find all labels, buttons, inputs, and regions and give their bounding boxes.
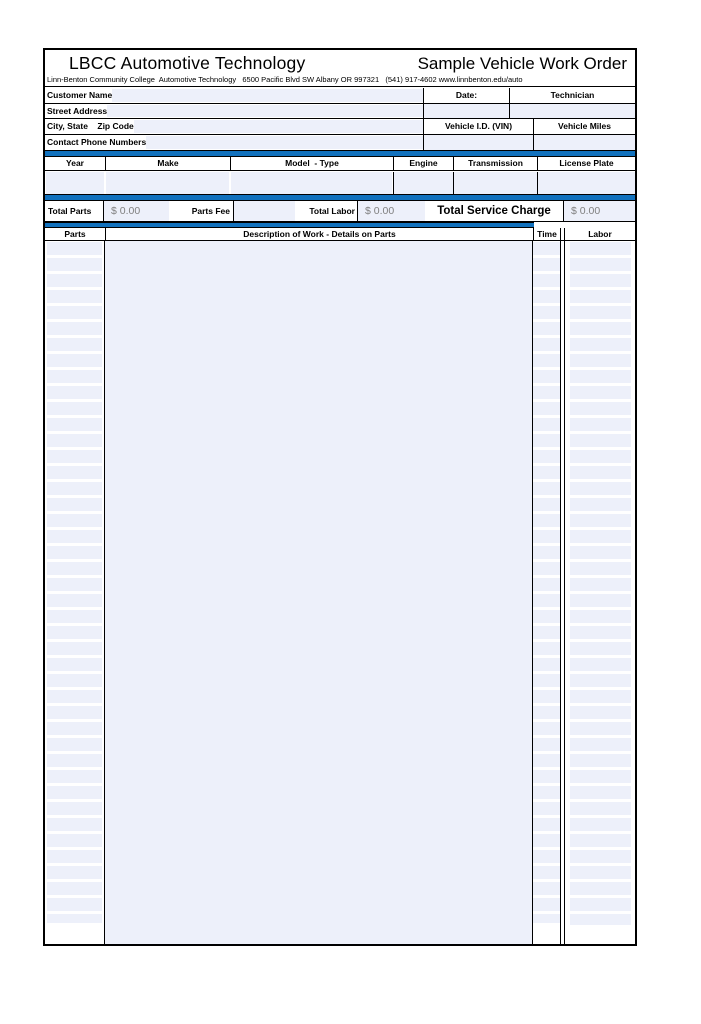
totals-row (45, 201, 635, 222)
street-address-field[interactable] (107, 105, 423, 118)
vin-header: Vehicle I.D. (VIN) (423, 119, 533, 135)
total-labor-label: Total Labor (309, 206, 355, 216)
parts-fee-field[interactable] (233, 201, 295, 221)
make-header: Make (105, 157, 230, 170)
description-entry-area[interactable] (105, 241, 533, 944)
customer-name-field[interactable] (112, 89, 423, 102)
city-state-zip-label: City, State Zip Code (45, 119, 134, 134)
time-entry-column[interactable] (533, 241, 561, 944)
model-type-field[interactable] (231, 172, 392, 194)
parts-column-header: Parts (45, 228, 105, 240)
labor-column-header: Labor (564, 228, 635, 240)
divider-bar (45, 194, 635, 201)
total-parts-value: $ 0.00 (103, 201, 169, 221)
document-title: Sample Vehicle Work Order (417, 54, 627, 73)
year-header: Year (66, 158, 84, 168)
date-field[interactable] (423, 104, 509, 120)
street-address-label: Street Address (45, 104, 107, 119)
time-entry-rows[interactable] (533, 242, 560, 923)
customer-name-label: Customer Name (45, 88, 112, 103)
total-labor-value: $ 0.00 (357, 201, 425, 221)
divider-bar (45, 150, 635, 157)
labor-entry-column[interactable] (564, 241, 635, 944)
parts-entry-column[interactable] (45, 241, 105, 944)
contact-phone-row (45, 135, 423, 151)
transmission-field[interactable] (453, 172, 537, 194)
license-plate-field[interactable] (537, 172, 635, 194)
city-state-zip-row (45, 119, 423, 135)
city-state-zip-field[interactable] (134, 120, 423, 133)
customer-name-row (45, 88, 423, 104)
organization-subtitle: Linn-Benton Community College Automotive Technology 6500 Pacific Blvd SW Albany OR 997321 (541) 917-4602 www.linnbenton.edu/auto (47, 75, 523, 84)
technician-header: Technician (509, 88, 635, 104)
vehicle-miles-header: Vehicle Miles (533, 119, 635, 135)
work-table-body (45, 241, 635, 944)
year-field[interactable] (46, 172, 104, 194)
vin-field[interactable] (423, 135, 533, 151)
parts-fee-label: Parts Fee (191, 206, 230, 216)
labor-entry-rows[interactable] (570, 242, 631, 925)
time-column-header: Time (533, 228, 561, 240)
work-order-form (43, 48, 637, 946)
work-table-header-row (45, 228, 635, 241)
contact-phone-field[interactable] (146, 136, 423, 150)
make-field[interactable] (106, 172, 229, 194)
engine-field[interactable] (393, 172, 453, 194)
date-header: Date: (423, 88, 509, 104)
license-plate-header: License Plate (537, 157, 635, 170)
vehicle-header-row (45, 157, 635, 171)
total-service-charge-value: $ 0.00 (563, 201, 635, 221)
engine-header: Engine (393, 157, 453, 170)
model-type-header: Model - Type (230, 157, 393, 170)
street-address-row (45, 104, 423, 120)
total-parts-label: Total Parts (48, 206, 92, 216)
transmission-header: Transmission (453, 157, 537, 170)
technician-field[interactable] (509, 104, 635, 120)
parts-entry-rows[interactable] (47, 242, 102, 923)
vehicle-miles-field[interactable] (533, 135, 635, 151)
organization-title: LBCC Automotive Technology (69, 53, 306, 73)
title-block (45, 50, 635, 87)
total-service-charge-label: Total Service Charge (437, 205, 551, 217)
description-column-header: Description of Work - Details on Parts (105, 228, 533, 240)
contact-phone-label: Contact Phone Numbers (45, 135, 146, 151)
